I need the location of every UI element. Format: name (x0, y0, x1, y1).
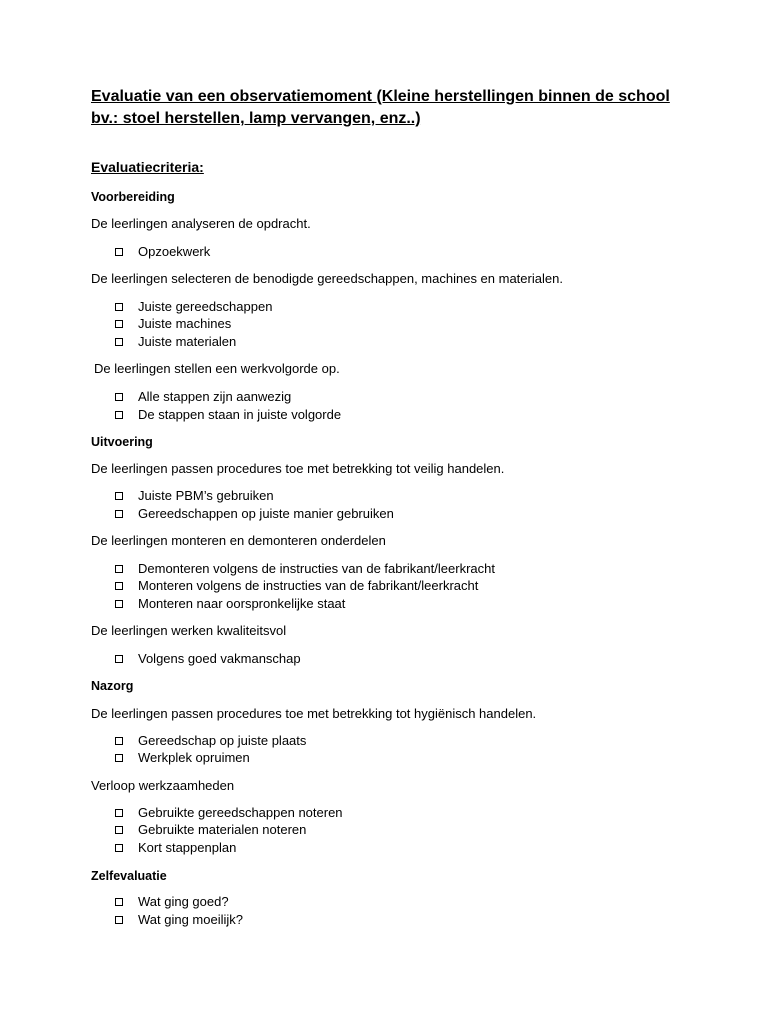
section-heading: Uitvoering (91, 435, 153, 449)
checklist-item-label: Gebruikte gereedschappen noteren (138, 805, 343, 820)
checkbox-icon[interactable] (115, 320, 123, 328)
checklist-item-label: Demonteren volgens de instructies van de fabrikant/leerkracht (138, 561, 495, 576)
checkbox-icon[interactable] (115, 510, 123, 518)
checklist-item-label: Juiste machines (138, 316, 232, 331)
checklist-item-label: Gebruikte materialen noteren (138, 822, 307, 837)
checklist-item-label: Werkplek opruimen (138, 750, 250, 765)
checkbox-icon[interactable] (115, 898, 123, 906)
checklist-item-label: Wat ging moeilijk? (138, 912, 244, 927)
criterion-statement: De leerlingen werken kwaliteitsvol (91, 623, 287, 638)
checkbox-icon[interactable] (115, 582, 123, 590)
checkbox-icon[interactable] (115, 303, 123, 311)
criterion-statement: De leerlingen analyseren de opdracht. (91, 216, 311, 231)
criterion-statement: De leerlingen selecteren de benodigde gereedschappen, machines en materialen. (91, 271, 563, 286)
checklist-item-label: Gereedschap op juiste plaats (138, 733, 307, 748)
criterion-statement: De leerlingen stellen een werkvolgorde op. (94, 361, 340, 376)
checkbox-icon[interactable] (115, 809, 123, 817)
criterion-statement: De leerlingen passen procedures toe met betrekking tot veilig handelen. (91, 461, 505, 476)
section-heading: Nazorg (91, 679, 134, 693)
checklist-item-label: Opzoekwerk (138, 244, 211, 259)
checklist-item-label: Gereedschappen op juiste manier gebruiken (138, 506, 394, 521)
checklist-item-label: Volgens goed vakmanschap (138, 651, 301, 666)
checkbox-icon[interactable] (115, 411, 123, 419)
checkbox-icon[interactable] (115, 826, 123, 834)
checkbox-icon[interactable] (115, 393, 123, 401)
checklist-item-label: Juiste gereedschappen (138, 299, 273, 314)
checkbox-icon[interactable] (115, 492, 123, 500)
checkbox-icon[interactable] (115, 655, 123, 663)
checkbox-icon[interactable] (115, 916, 123, 924)
checkbox-icon[interactable] (115, 600, 123, 608)
checklist-item-label: Juiste materialen (138, 334, 237, 349)
section-heading: Voorbereiding (91, 190, 175, 204)
checklist-item-label: Monteren naar oorspronkelijke staat (138, 596, 346, 611)
checklist-item-label: Kort stappenplan (138, 840, 237, 855)
checklist-item-label: Juiste PBM’s gebruiken (138, 488, 274, 503)
checklist-item-label: Wat ging goed? (138, 894, 229, 909)
checklist-item-label: Monteren volgens de instructies van de fabrikant/leerkracht (138, 578, 479, 593)
document-title: Evaluatie van een observatiemoment (Kleine herstellingen binnen de school bv.: stoel herstellen, lamp vervangen, enz..) (91, 88, 670, 127)
checkbox-icon[interactable] (115, 754, 123, 762)
checklist-item-label: Alle stappen zijn aanwezig (138, 389, 292, 404)
checkbox-icon[interactable] (115, 248, 123, 256)
checkbox-icon[interactable] (115, 338, 123, 346)
criterion-statement: Verloop werkzaamheden (91, 778, 235, 793)
criterion-statement: De leerlingen passen procedures toe met betrekking tot hygiënisch handelen. (91, 706, 537, 721)
section-heading: Zelfevaluatie (91, 869, 167, 883)
criterion-statement: De leerlingen monteren en demonteren onderdelen (91, 533, 386, 548)
criteria-heading: Evaluatiecriteria: (91, 159, 204, 175)
checkbox-icon[interactable] (115, 737, 123, 745)
checklist-item-label: De stappen staan in juiste volgorde (138, 407, 342, 422)
checkbox-icon[interactable] (115, 565, 123, 573)
checkbox-icon[interactable] (115, 844, 123, 852)
